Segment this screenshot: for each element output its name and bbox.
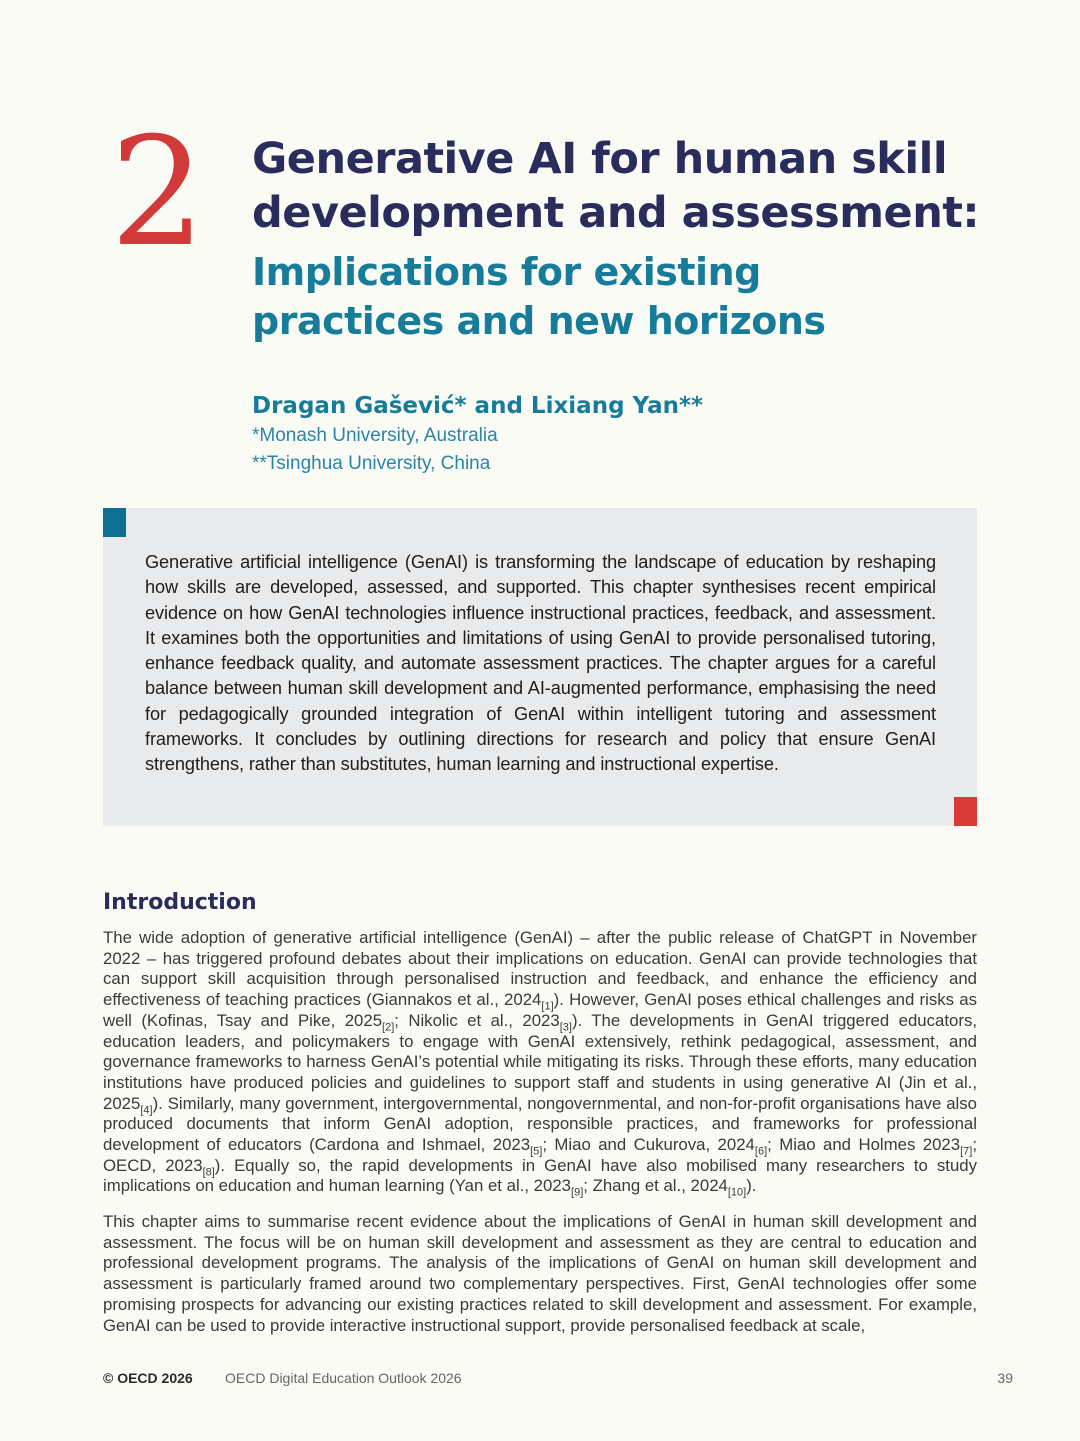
chapter-title xyxy=(252,132,1012,240)
corner-marker-red xyxy=(954,797,977,826)
citation-ref: [4] xyxy=(140,1103,153,1116)
chapter-subtitle-line1: Implications for existing xyxy=(252,250,761,294)
citation-ref: [2] xyxy=(382,1021,395,1034)
citation-ref: [6] xyxy=(754,1145,768,1158)
intro-text: ). Similarly, many government, intergovernmental, nongovernmental, and non-for-profit organisations have also produced documents that inform GenAI adoption, responsible practices, and frameworks for professional development of educators (Cardona and Ishmael, 2023 xyxy=(103,1093,977,1155)
footer-publication: OECD Digital Education Outlook 2026 xyxy=(225,1370,462,1386)
intro-paragraph-2: This chapter aims to summarise recent evidence about the implications of GenAI in human skill development and assessment. The focus will be on human skill development and assessment as they are central to education and professional development programs. The analysis of the implications of GenAI on human skill development and assessment is particularly framed around two complementary perspectives. First, GenAI technologies offer some promising prospects for advancing our existing practices related to skill development and assessment. For example, GenAI can be used to provide interactive instructional support, provide personalised feedback at scale, xyxy=(103,1212,977,1335)
intro-text: ; Zhang et al., 2024 xyxy=(583,1176,728,1196)
footer-copyright: © OECD 2026 xyxy=(103,1370,193,1386)
chapter-subtitle-line2: practices and new horizons xyxy=(252,299,826,343)
abstract-text: Generative artificial intelligence (GenAI) is transforming the landscape of education by reshaping how skills are developed, assessed, and supported. This chapter synthesises recent empirical evidence on how GenAI technologies influence instructional practices, feedback, and assessment. It examines both the opportunities and limitations of using GenAI to provide personalised tutoring, enhance feedback quality, and automate assessment practices. The chapter argues for a careful balance between human skill development and AI-augmented performance, emphasising the need for pedagogically grounded integration of GenAI within intelligent tutoring and assessment frameworks. It concludes by outlining directions for research and policy that ensure GenAI strengthens, rather than substitutes, human learning and instructional expertise. xyxy=(145,552,936,775)
intro-text: ). However, GenAI poses ethical challenges and risks as well (Kofinas, Tsay and Pike, 2025 xyxy=(103,990,977,1030)
corner-marker-blue xyxy=(103,508,126,537)
intro-text: The wide adoption of generative artificial intelligence (GenAI) – after the public release of ChatGPT in November 2022 – has triggered profound debates about their implications on education. GenAI can provide technologies that can support skill acquisition through personalised instruction and feedback, and enhance the efficiency and effectiveness of teaching practices (Giannakos et al., 2024 xyxy=(103,928,977,1010)
intro-text: ; Nikolic et al., 2023 xyxy=(394,1010,560,1030)
intro-paragraph-1 xyxy=(103,928,977,1197)
chapter-title-line2: development and assessment: xyxy=(252,188,980,238)
intro-text: ; OECD, 2023 xyxy=(103,1135,978,1175)
page-number: 39 xyxy=(997,1370,1013,1386)
chapter-title-line1: Generative AI for human skill xyxy=(252,134,948,184)
chapter-number: 2 xyxy=(110,106,206,280)
citation-ref: [7] xyxy=(960,1145,973,1158)
citation-ref: [9] xyxy=(571,1186,584,1199)
abstract-box xyxy=(103,508,977,826)
author-block xyxy=(252,390,703,478)
citation-ref: [1] xyxy=(541,1000,554,1013)
citation-ref: [3] xyxy=(559,1021,572,1034)
citation-ref: [10] xyxy=(727,1186,747,1199)
intro-text: ). The developments in GenAI triggered educators, education leaders, and policymakers to engage with GenAI extensively, rethink pedagogical, assessment, and governance frameworks to harness GenAI’s potential while mitigating its risks. Through these efforts, many education institutions have produced policies and guidelines to support staff and students in using generative AI (Jin et al., 2025 xyxy=(103,1010,977,1113)
citation-ref: [8] xyxy=(202,1166,215,1179)
author-names: Dragan Gašević* and Lixiang Yan** xyxy=(252,393,704,419)
intro-text: ). xyxy=(746,1176,757,1196)
affiliation-monash: *Monash University, Australia xyxy=(252,425,498,446)
chapter-title-block xyxy=(252,132,1012,346)
affiliation-tsinghua: **Tsinghua University, China xyxy=(252,453,491,474)
intro-text: ). Equally so, the rapid developments in GenAI have also mobilised many researchers to study implications on education and human learning (Yan et al., 2023 xyxy=(103,1155,978,1196)
chapter-subtitle xyxy=(252,248,1012,346)
intro-text: ; Miao and Holmes 2023 xyxy=(767,1135,961,1155)
citation-ref: [5] xyxy=(530,1145,543,1158)
intro-text: ; Miao and Cukurova, 2024 xyxy=(542,1135,755,1155)
section-heading-introduction: Introduction xyxy=(103,890,257,915)
